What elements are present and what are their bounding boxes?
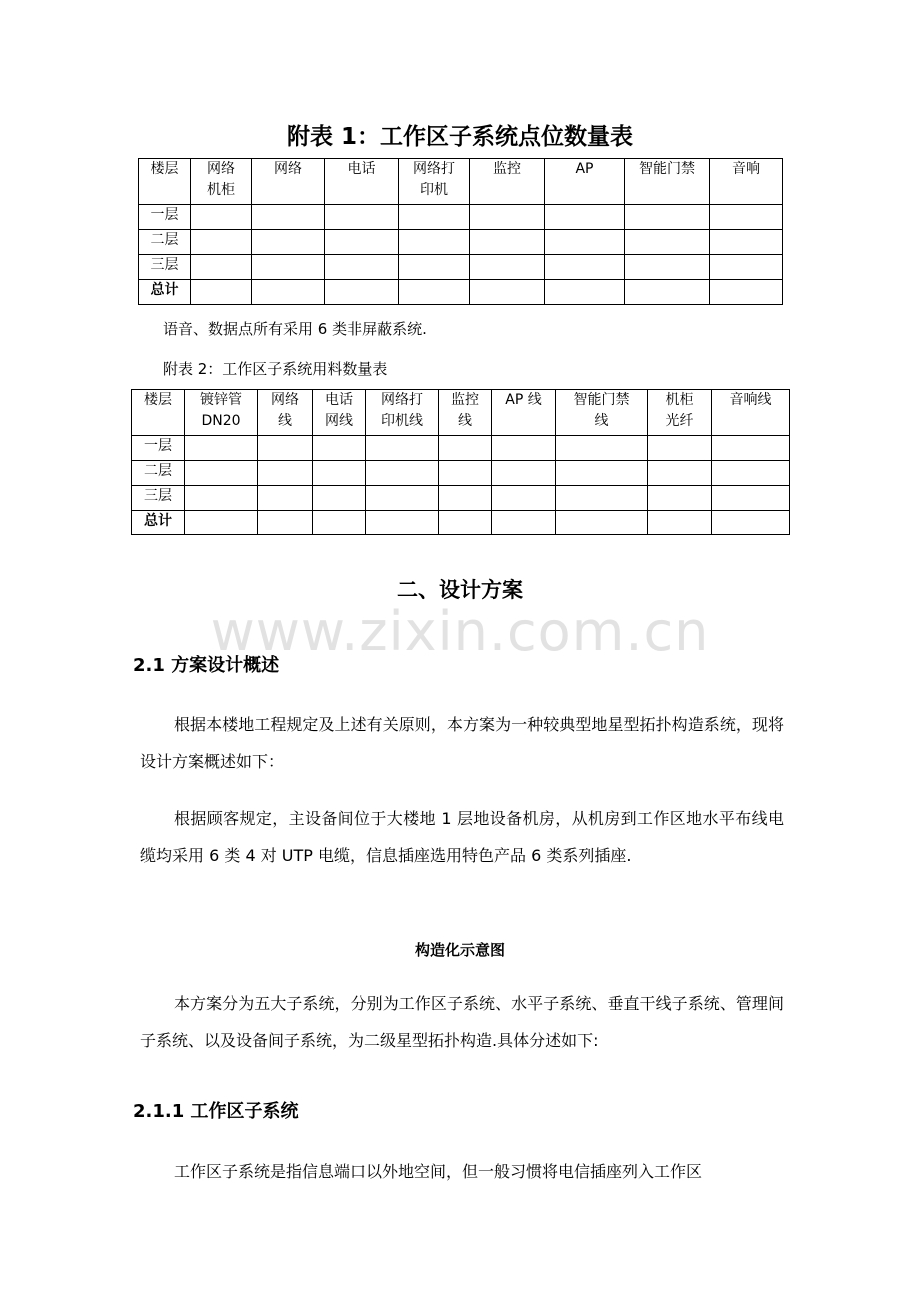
table1-header-row (139, 159, 783, 205)
floor-label: 二层 (132, 461, 185, 486)
table-row (132, 486, 790, 511)
watermark: www.zixin.com.cn (210, 600, 710, 663)
total-label: 总计 (139, 280, 191, 305)
table2-header-cell: 监控 线 (439, 390, 492, 436)
floor-label: 二层 (139, 230, 191, 255)
table1-header-cell: 音响 (710, 159, 783, 205)
table1-header-cell: 智能门禁 (625, 159, 710, 205)
table-row (132, 461, 790, 486)
paragraph-equipment: 根据顾客规定，主设备间位于大楼地 1 层地设备机房，从机房到工作区地水平布线电缆均采用 6 类 4 对 UTP 电缆，信息插座选用特色产品 6 类系列插座. (140, 809, 784, 865)
table1-header-cell: 网络 机柜 (191, 159, 252, 205)
table2-header-cell: 楼层 (132, 390, 185, 436)
floor-label: 三层 (139, 255, 191, 280)
table2-material-count (131, 389, 790, 535)
table1-header-cell: 监控 (470, 159, 545, 205)
table-row (139, 255, 783, 280)
paragraph-overview: 根据本楼地工程规定及上述有关原则，本方案为一种较典型地星型拓扑构造系统，现将设计方案概述如下： (140, 715, 784, 771)
table1-header-cell: 楼层 (139, 159, 191, 205)
table2-header-cell: 镀锌管 DN20 (185, 390, 258, 436)
floor-label: 三层 (132, 486, 185, 511)
table-row (139, 205, 783, 230)
table2-header-cell: 网络打 印机线 (366, 390, 439, 436)
section-title: 二、设计方案 (397, 578, 523, 602)
floor-label: 一层 (132, 436, 185, 461)
table2-header-cell: 机柜 光纤 (648, 390, 712, 436)
table2-title: 附表 2：工作区子系统用料数量表 (163, 360, 388, 378)
table1-header-cell: 电话 (325, 159, 399, 205)
floor-label: 一层 (139, 205, 191, 230)
table2-header-cell: 网络 线 (258, 390, 313, 436)
paragraph-subsystems: 本方案分为五大子系统，分别为工作区子系统、水平子系统、垂直干线子系统、管理间子系统、以及设备间子系统，为二级星型拓扑构造.具体分述如下: (140, 994, 784, 1050)
table1-point-count (138, 158, 783, 305)
table2-header-cell: 电话 网线 (313, 390, 366, 436)
table1-title: 附表 1：工作区子系统点位数量表 (286, 124, 633, 150)
table1-header-cell: 网络打 印机 (399, 159, 470, 205)
table2-header-row (132, 390, 790, 436)
figure-caption: 构造化示意图 (414, 941, 505, 959)
table-row-total (132, 511, 790, 535)
table-row (132, 436, 790, 461)
table2-header-cell: AP 线 (492, 390, 556, 436)
note-cable-type: 语音、数据点所有采用 6 类非屏蔽系统. (163, 320, 427, 338)
heading-2-1-1: 2.1.1 工作区子系统 (133, 1101, 299, 1122)
paragraph-work-area: 工作区子系统是指信息端口以外地空间，但一般习惯将电信插座列入工作区 (174, 1162, 703, 1181)
table2-header-cell: 智能门禁 线 (556, 390, 648, 436)
table2-header-cell: 音响线 (712, 390, 790, 436)
table1-header-cell: AP (545, 159, 625, 205)
table-row-total (139, 280, 783, 305)
table-row (139, 230, 783, 255)
total-label: 总计 (132, 511, 185, 535)
table1-header-cell: 网络 (252, 159, 325, 205)
heading-2-1: 2.1 方案设计概述 (133, 655, 280, 676)
